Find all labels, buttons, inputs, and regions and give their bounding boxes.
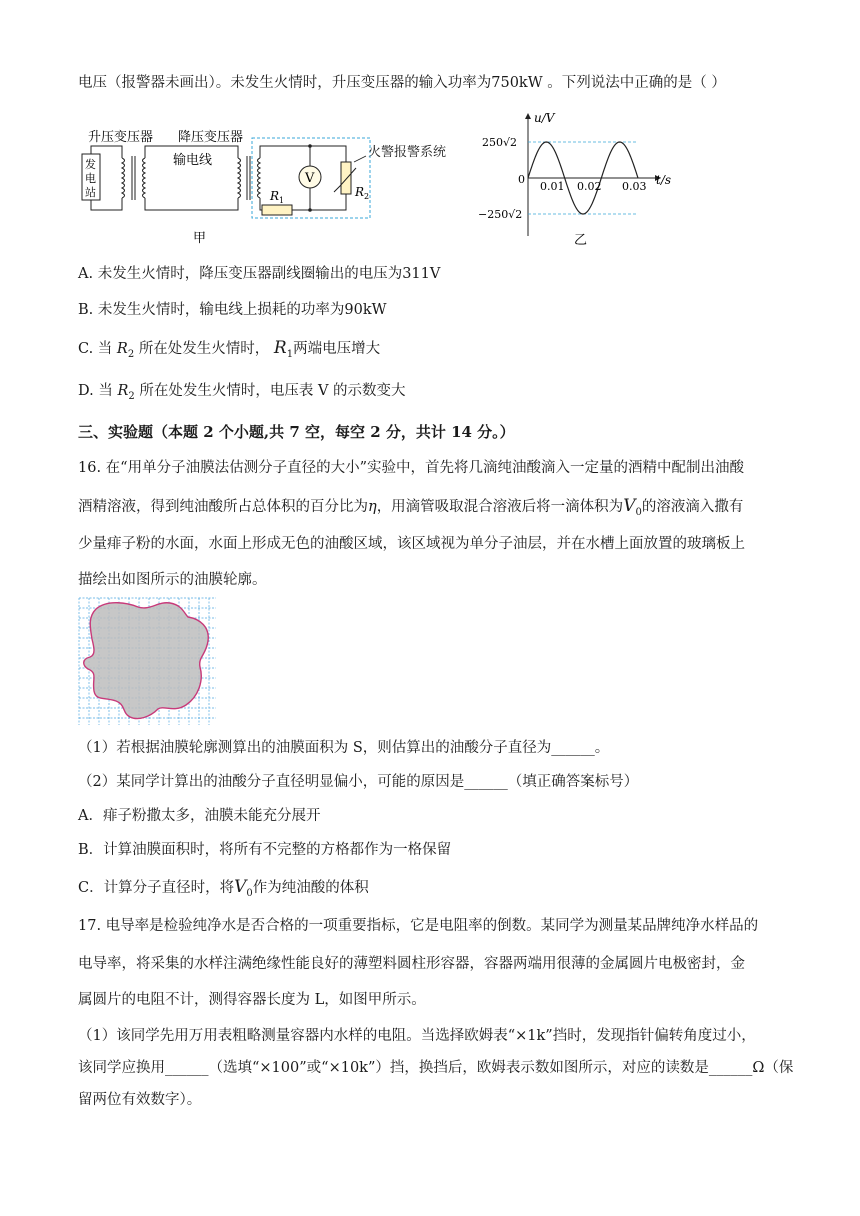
q17-line-4: （1）该同学先用万用表粗略测量容器内水样的电阻。当选择欧姆表“×1k”挡时，发现指针偏转角度过小， bbox=[78, 1028, 756, 1044]
q17-line-5: 该同学应换用______（选填“×100”或“×10k”）挡，换挡后，欧姆表示数如图所示，对应的读数是______Ω（保 bbox=[78, 1060, 794, 1076]
q17-line-2: 电导率，将采集的水样注满绝缘性能良好的薄塑料圆柱形容器，容器两端用很薄的金属圆片电极密封，金 bbox=[78, 956, 745, 972]
q17-line-3: 属圆片的电阻不计，测得容器长度为 L，如图甲所示。 bbox=[78, 992, 426, 1008]
resistor-r2 bbox=[341, 162, 351, 194]
sine-graph bbox=[478, 108, 678, 248]
q16-line-4: 描绘出如图所示的油膜轮廓。 bbox=[78, 572, 267, 588]
q16-line-2: 酒精溶液，得到纯油酸所占总体积的百分比为η，用滴管吸取混合溶液后将一滴体积为$V_0$的溶液滴入撒有 bbox=[78, 496, 744, 518]
graph-ylabel: u/V bbox=[534, 111, 555, 125]
graph-tick-2: 0.02 bbox=[577, 180, 602, 193]
stepup-secondary-coil bbox=[143, 158, 146, 198]
graph-xlabel: t/s bbox=[656, 173, 672, 187]
circuit-diagram bbox=[78, 124, 378, 248]
q16-option-c: C．计算分子直径时，将$V_0$作为纯油酸的体积 bbox=[78, 877, 369, 899]
r1-label: $R_1$ bbox=[270, 189, 285, 205]
oil-film-figure bbox=[78, 597, 218, 727]
q16-part-2: （2）某同学计算出的油酸分子直径明显偏小，可能的原因是______（填正确答案标号） bbox=[78, 774, 639, 790]
option-d: D. 当 $R_2$ 所在处发生火情时，电压表 V 的示数变大 bbox=[78, 383, 406, 402]
graph-tick-3: 0.03 bbox=[622, 180, 647, 193]
graph-origin: 0 bbox=[518, 173, 525, 186]
q17-line-6: 留两位有效数字）。 bbox=[78, 1092, 202, 1108]
q16-part-1: （1）若根据油膜轮廓测算出的油膜面积为 S，则估算出的油酸分子直径为______。 bbox=[78, 740, 610, 756]
alarm-label: 火警报警系统 bbox=[368, 145, 447, 160]
stepdown-secondary-coil bbox=[258, 158, 261, 198]
label-station-1: 发 bbox=[85, 158, 96, 171]
option-c: C. 当 $R_2$ 所在处发生火情时， $R_1$两端电压增大 bbox=[78, 338, 381, 360]
stepup-primary-coil bbox=[122, 158, 125, 198]
label-stepdown: 降压变压器 bbox=[178, 130, 244, 145]
caption-jia: 甲 bbox=[193, 231, 207, 246]
q17-line-1: 17. 电导率是检验纯净水是否合格的一项重要指标，它是电阻率的倒数。某同学为测量某品牌纯净水样品的 bbox=[78, 918, 759, 934]
r2-label: $R_2$ bbox=[355, 185, 370, 201]
intro-line: 电压（报警器未画出）。未发生火情时，升压变压器的输入功率为750kW 。下列说法中正确的是（ ） bbox=[78, 75, 726, 91]
option-b: B. 未发生火情时，输电线上损耗的功率为90kW bbox=[78, 302, 387, 318]
label-stepup: 升压变压器 bbox=[88, 130, 154, 145]
stepdown-primary-coil bbox=[238, 158, 241, 198]
caption-yi: 乙 bbox=[574, 233, 588, 248]
q16-line-1: 16. 在“用单分子油膜法估测分子直径的大小”实验中，首先将几滴纯油酸滴入一定量的酒精中配制出油酸 bbox=[78, 460, 744, 476]
label-station-3: 站 bbox=[85, 186, 96, 199]
section-title: 三、实验题（本题 2 个小题,共 7 空，每空 2 分，共计 14 分。） bbox=[78, 423, 515, 441]
option-a: A. 未发生火情时，降压变压器副线圈输出的电压为311V bbox=[78, 266, 441, 282]
graph-tick-1: 0.01 bbox=[540, 180, 565, 193]
voltmeter-label: V bbox=[305, 171, 315, 186]
label-transmission-line: 输电线 bbox=[173, 153, 213, 168]
oil-film-outline bbox=[84, 603, 209, 719]
q16-line-3: 少量痱子粉的水面，水面上形成无色的油酸区域，该区域视为单分子油层，并在水槽上面放置的玻璃板上 bbox=[78, 536, 745, 552]
resistor-r1 bbox=[262, 205, 292, 215]
q16-option-b: B．计算油膜面积时，将所有不完整的方格都作为一格保留 bbox=[78, 842, 452, 858]
graph-y-top: 250√2 bbox=[482, 136, 518, 149]
label-station-2: 电 bbox=[85, 172, 96, 185]
q16-option-a: A．痱子粉撒太多，油膜未能充分展开 bbox=[78, 808, 321, 824]
graph-y-bottom: −250√2 bbox=[478, 208, 523, 221]
